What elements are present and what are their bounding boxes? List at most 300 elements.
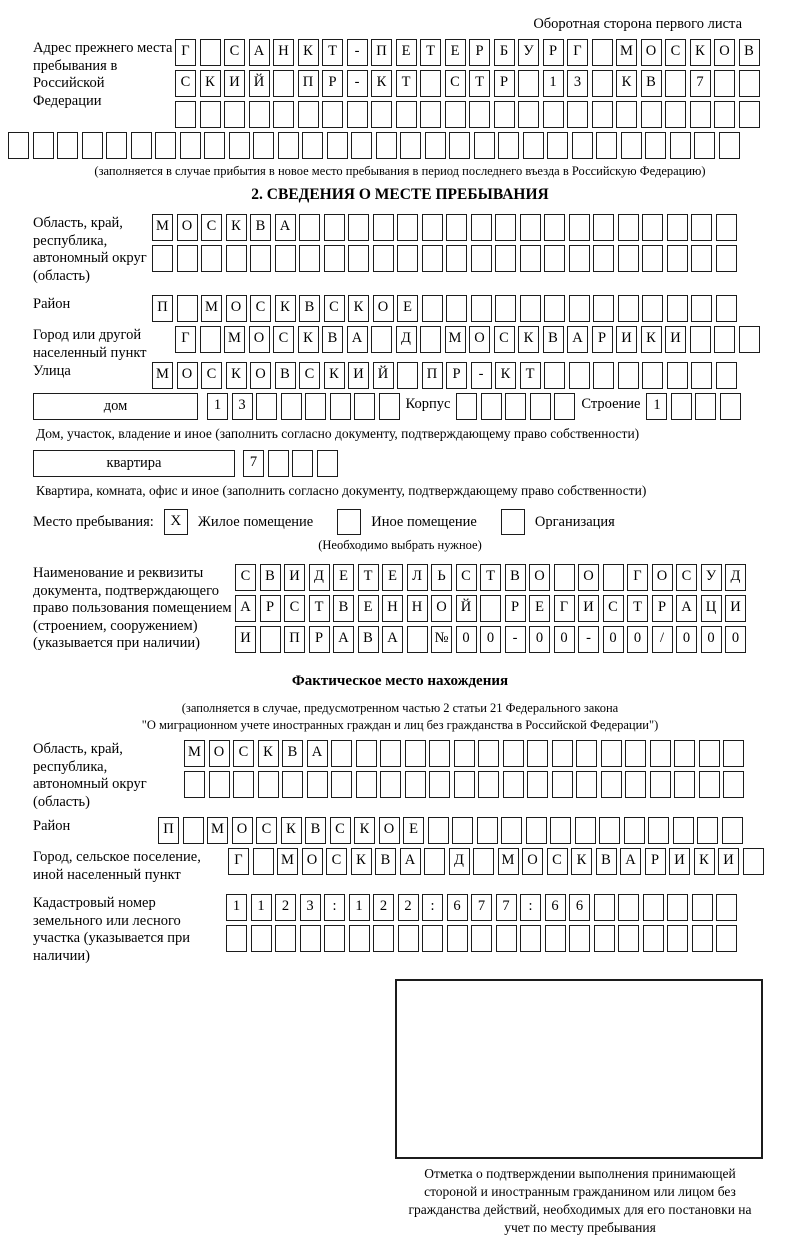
char-cell[interactable]: [260, 626, 281, 653]
char-cell[interactable]: №: [431, 626, 452, 653]
char-cell[interactable]: [618, 894, 639, 921]
char-cell[interactable]: [572, 132, 593, 159]
char-cell[interactable]: [474, 132, 495, 159]
char-cell[interactable]: [331, 740, 352, 767]
char-cell[interactable]: /: [652, 626, 673, 653]
char-cell[interactable]: [501, 817, 522, 844]
char-cell[interactable]: О: [379, 817, 400, 844]
char-cell[interactable]: [268, 450, 289, 477]
char-cell[interactable]: [397, 362, 418, 389]
char-cell[interactable]: 1: [349, 894, 370, 921]
char-cell[interactable]: [496, 925, 517, 952]
char-cell[interactable]: 7: [690, 70, 711, 97]
char-cell[interactable]: 2: [373, 894, 394, 921]
char-cell[interactable]: О: [714, 39, 735, 66]
char-cell[interactable]: [480, 595, 501, 622]
char-cell[interactable]: Е: [397, 295, 418, 322]
char-cell[interactable]: [569, 245, 590, 272]
char-cell[interactable]: [739, 326, 760, 353]
char-cell[interactable]: К: [690, 39, 711, 66]
char-cell[interactable]: Т: [480, 564, 501, 591]
char-cell[interactable]: [371, 101, 392, 128]
char-cell[interactable]: О: [226, 295, 247, 322]
char-cell[interactable]: [200, 101, 221, 128]
char-cell[interactable]: Б: [494, 39, 515, 66]
char-cell[interactable]: [552, 771, 573, 798]
char-cell[interactable]: [471, 245, 492, 272]
char-cell[interactable]: [331, 771, 352, 798]
char-cell[interactable]: [397, 245, 418, 272]
char-cell[interactable]: Й: [456, 595, 477, 622]
char-cell[interactable]: [322, 101, 343, 128]
char-cell[interactable]: [454, 771, 475, 798]
char-cell[interactable]: Т: [309, 595, 330, 622]
char-cell[interactable]: В: [333, 595, 354, 622]
char-cell[interactable]: -: [347, 70, 368, 97]
char-cell[interactable]: [694, 132, 715, 159]
char-cell[interactable]: [692, 925, 713, 952]
char-cell[interactable]: [324, 245, 345, 272]
char-cell[interactable]: И: [284, 564, 305, 591]
char-cell[interactable]: К: [518, 326, 539, 353]
char-cell[interactable]: М: [152, 214, 173, 241]
char-cell[interactable]: [673, 817, 694, 844]
char-cell[interactable]: П: [284, 626, 305, 653]
char-cell[interactable]: 3: [300, 894, 321, 921]
char-cell[interactable]: Й: [249, 70, 270, 97]
char-cell[interactable]: Е: [529, 595, 550, 622]
char-cell[interactable]: Е: [333, 564, 354, 591]
char-cell[interactable]: С: [224, 39, 245, 66]
char-cell[interactable]: Г: [627, 564, 648, 591]
char-cell[interactable]: [445, 101, 466, 128]
char-cell[interactable]: Т: [627, 595, 648, 622]
char-cell[interactable]: [253, 848, 274, 875]
char-cell[interactable]: [348, 245, 369, 272]
char-cell[interactable]: [692, 894, 713, 921]
char-cell[interactable]: [618, 245, 639, 272]
char-cell[interactable]: [642, 362, 663, 389]
char-cell[interactable]: К: [200, 70, 221, 97]
char-cell[interactable]: 6: [545, 894, 566, 921]
char-cell[interactable]: [273, 70, 294, 97]
char-cell[interactable]: П: [298, 70, 319, 97]
char-cell[interactable]: [576, 771, 597, 798]
char-cell[interactable]: [371, 326, 392, 353]
char-cell[interactable]: [251, 925, 272, 952]
char-cell[interactable]: [307, 771, 328, 798]
char-cell[interactable]: Д: [449, 848, 470, 875]
char-cell[interactable]: Т: [520, 362, 541, 389]
char-cell[interactable]: [456, 393, 477, 420]
char-cell[interactable]: [407, 626, 428, 653]
char-cell[interactable]: [547, 132, 568, 159]
char-cell[interactable]: [593, 362, 614, 389]
char-cell[interactable]: [302, 132, 323, 159]
char-cell[interactable]: 6: [447, 894, 468, 921]
char-cell[interactable]: В: [543, 326, 564, 353]
char-cell[interactable]: [667, 362, 688, 389]
char-cell[interactable]: [420, 326, 441, 353]
char-cell[interactable]: Т: [469, 70, 490, 97]
char-cell[interactable]: [446, 245, 467, 272]
char-cell[interactable]: [618, 295, 639, 322]
char-cell[interactable]: И: [669, 848, 690, 875]
char-cell[interactable]: [650, 771, 671, 798]
char-cell[interactable]: Г: [175, 326, 196, 353]
char-cell[interactable]: [719, 132, 740, 159]
char-cell[interactable]: М: [184, 740, 205, 767]
char-cell[interactable]: Р: [592, 326, 613, 353]
checkbox-inoe[interactable]: [337, 509, 361, 535]
char-cell[interactable]: [155, 132, 176, 159]
char-cell[interactable]: Е: [396, 39, 417, 66]
char-cell[interactable]: 0: [603, 626, 624, 653]
char-cell[interactable]: [554, 564, 575, 591]
char-cell[interactable]: В: [250, 214, 271, 241]
char-cell[interactable]: [420, 70, 441, 97]
char-cell[interactable]: [527, 771, 548, 798]
char-cell[interactable]: [317, 450, 338, 477]
char-cell[interactable]: [594, 894, 615, 921]
char-cell[interactable]: С: [324, 295, 345, 322]
char-cell[interactable]: А: [235, 595, 256, 622]
char-cell[interactable]: Г: [228, 848, 249, 875]
char-cell[interactable]: К: [371, 70, 392, 97]
char-cell[interactable]: [594, 925, 615, 952]
char-cell[interactable]: Н: [273, 39, 294, 66]
char-cell[interactable]: Р: [494, 70, 515, 97]
char-cell[interactable]: К: [348, 295, 369, 322]
char-cell[interactable]: 0: [676, 626, 697, 653]
char-cell[interactable]: И: [235, 626, 256, 653]
char-cell[interactable]: [716, 894, 737, 921]
char-cell[interactable]: [552, 740, 573, 767]
char-cell[interactable]: Т: [358, 564, 379, 591]
char-cell[interactable]: [494, 101, 515, 128]
char-cell[interactable]: М: [201, 295, 222, 322]
char-cell[interactable]: В: [358, 626, 379, 653]
char-cell[interactable]: К: [354, 817, 375, 844]
char-cell[interactable]: 0: [456, 626, 477, 653]
char-cell[interactable]: [593, 295, 614, 322]
char-cell[interactable]: Е: [403, 817, 424, 844]
char-cell[interactable]: С: [250, 295, 271, 322]
char-cell[interactable]: [422, 214, 443, 241]
char-cell[interactable]: [714, 101, 735, 128]
char-cell[interactable]: [347, 101, 368, 128]
char-cell[interactable]: В: [596, 848, 617, 875]
char-cell[interactable]: [200, 39, 221, 66]
char-cell[interactable]: Г: [175, 39, 196, 66]
char-cell[interactable]: [57, 132, 78, 159]
char-cell[interactable]: [354, 393, 375, 420]
char-cell[interactable]: [596, 132, 617, 159]
char-cell[interactable]: [569, 295, 590, 322]
char-cell[interactable]: К: [226, 214, 247, 241]
char-cell[interactable]: [478, 771, 499, 798]
char-cell[interactable]: Р: [309, 626, 330, 653]
char-cell[interactable]: [739, 70, 760, 97]
char-cell[interactable]: [324, 925, 345, 952]
char-cell[interactable]: [716, 925, 737, 952]
char-cell[interactable]: [397, 214, 418, 241]
char-cell[interactable]: [616, 101, 637, 128]
char-cell[interactable]: [714, 70, 735, 97]
char-cell[interactable]: С: [273, 326, 294, 353]
char-cell[interactable]: Л: [407, 564, 428, 591]
char-cell[interactable]: [569, 925, 590, 952]
char-cell[interactable]: 2: [398, 894, 419, 921]
char-cell[interactable]: [697, 817, 718, 844]
char-cell[interactable]: К: [571, 848, 592, 875]
char-cell[interactable]: [691, 295, 712, 322]
char-cell[interactable]: [428, 817, 449, 844]
char-cell[interactable]: [641, 101, 662, 128]
char-cell[interactable]: Р: [645, 848, 666, 875]
char-cell[interactable]: П: [371, 39, 392, 66]
char-cell[interactable]: [256, 393, 277, 420]
char-cell[interactable]: [601, 771, 622, 798]
char-cell[interactable]: Р: [446, 362, 467, 389]
char-cell[interactable]: Д: [725, 564, 746, 591]
char-cell[interactable]: [380, 771, 401, 798]
char-cell[interactable]: К: [281, 817, 302, 844]
char-cell[interactable]: А: [620, 848, 641, 875]
char-cell[interactable]: [544, 295, 565, 322]
char-cell[interactable]: С: [676, 564, 697, 591]
char-cell[interactable]: [665, 101, 686, 128]
char-cell[interactable]: [477, 817, 498, 844]
char-cell[interactable]: [422, 295, 443, 322]
char-cell[interactable]: [373, 245, 394, 272]
char-cell[interactable]: [8, 132, 29, 159]
char-cell[interactable]: Д: [396, 326, 417, 353]
char-cell[interactable]: В: [322, 326, 343, 353]
char-cell[interactable]: [543, 101, 564, 128]
char-cell[interactable]: [716, 245, 737, 272]
char-cell[interactable]: [618, 362, 639, 389]
char-cell[interactable]: [183, 817, 204, 844]
char-cell[interactable]: [33, 132, 54, 159]
char-cell[interactable]: К: [694, 848, 715, 875]
char-cell[interactable]: Р: [543, 39, 564, 66]
char-cell[interactable]: [503, 771, 524, 798]
char-cell[interactable]: [379, 393, 400, 420]
char-cell[interactable]: Р: [322, 70, 343, 97]
char-cell[interactable]: [720, 393, 741, 420]
char-cell[interactable]: С: [445, 70, 466, 97]
char-cell[interactable]: [599, 817, 620, 844]
char-cell[interactable]: Н: [407, 595, 428, 622]
char-cell[interactable]: В: [505, 564, 526, 591]
char-cell[interactable]: С: [175, 70, 196, 97]
char-cell[interactable]: С: [235, 564, 256, 591]
char-cell[interactable]: [691, 245, 712, 272]
char-cell[interactable]: 3: [232, 393, 253, 420]
char-cell[interactable]: [670, 132, 691, 159]
char-cell[interactable]: 1: [226, 894, 247, 921]
char-cell[interactable]: Т: [396, 70, 417, 97]
char-cell[interactable]: [520, 214, 541, 241]
char-cell[interactable]: 7: [243, 450, 264, 477]
char-cell[interactable]: [569, 362, 590, 389]
char-cell[interactable]: [449, 132, 470, 159]
dom-box[interactable]: дом: [33, 393, 198, 420]
char-cell[interactable]: К: [616, 70, 637, 97]
char-cell[interactable]: О: [469, 326, 490, 353]
char-cell[interactable]: И: [616, 326, 637, 353]
char-cell[interactable]: [233, 771, 254, 798]
char-cell[interactable]: [82, 132, 103, 159]
char-cell[interactable]: [420, 101, 441, 128]
char-cell[interactable]: И: [578, 595, 599, 622]
char-cell[interactable]: [642, 214, 663, 241]
char-cell[interactable]: О: [529, 564, 550, 591]
char-cell[interactable]: [648, 817, 669, 844]
char-cell[interactable]: [473, 848, 494, 875]
char-cell[interactable]: [275, 245, 296, 272]
char-cell[interactable]: [518, 101, 539, 128]
char-cell[interactable]: И: [665, 326, 686, 353]
char-cell[interactable]: [422, 245, 443, 272]
char-cell[interactable]: [300, 925, 321, 952]
char-cell[interactable]: А: [249, 39, 270, 66]
char-cell[interactable]: [226, 925, 247, 952]
char-cell[interactable]: [376, 132, 397, 159]
char-cell[interactable]: [667, 925, 688, 952]
char-cell[interactable]: [690, 101, 711, 128]
char-cell[interactable]: [523, 132, 544, 159]
char-cell[interactable]: [520, 245, 541, 272]
char-cell[interactable]: С: [547, 848, 568, 875]
char-cell[interactable]: В: [739, 39, 760, 66]
char-cell[interactable]: [544, 214, 565, 241]
kvartira-box[interactable]: квартира: [33, 450, 235, 477]
char-cell[interactable]: [601, 740, 622, 767]
char-cell[interactable]: [422, 925, 443, 952]
char-cell[interactable]: [471, 295, 492, 322]
char-cell[interactable]: К: [226, 362, 247, 389]
char-cell[interactable]: Д: [309, 564, 330, 591]
char-cell[interactable]: К: [258, 740, 279, 767]
char-cell[interactable]: [643, 925, 664, 952]
char-cell[interactable]: [253, 132, 274, 159]
char-cell[interactable]: [667, 214, 688, 241]
char-cell[interactable]: :: [422, 894, 443, 921]
char-cell[interactable]: [454, 740, 475, 767]
char-cell[interactable]: [739, 101, 760, 128]
char-cell[interactable]: С: [456, 564, 477, 591]
char-cell[interactable]: С: [330, 817, 351, 844]
char-cell[interactable]: [348, 214, 369, 241]
char-cell[interactable]: :: [520, 894, 541, 921]
char-cell[interactable]: О: [641, 39, 662, 66]
char-cell[interactable]: [527, 740, 548, 767]
char-cell[interactable]: [330, 393, 351, 420]
char-cell[interactable]: [645, 132, 666, 159]
char-cell[interactable]: В: [375, 848, 396, 875]
char-cell[interactable]: [495, 214, 516, 241]
char-cell[interactable]: [469, 101, 490, 128]
char-cell[interactable]: [282, 771, 303, 798]
char-cell[interactable]: :: [324, 894, 345, 921]
char-cell[interactable]: [593, 214, 614, 241]
char-cell[interactable]: [298, 101, 319, 128]
char-cell[interactable]: С: [494, 326, 515, 353]
char-cell[interactable]: [209, 771, 230, 798]
char-cell[interactable]: [429, 740, 450, 767]
checkbox-org[interactable]: [501, 509, 525, 535]
char-cell[interactable]: [643, 894, 664, 921]
char-cell[interactable]: [131, 132, 152, 159]
char-cell[interactable]: [481, 393, 502, 420]
char-cell[interactable]: С: [284, 595, 305, 622]
char-cell[interactable]: [592, 39, 613, 66]
char-cell[interactable]: [544, 362, 565, 389]
char-cell[interactable]: И: [725, 595, 746, 622]
char-cell[interactable]: А: [400, 848, 421, 875]
char-cell[interactable]: О: [209, 740, 230, 767]
char-cell[interactable]: С: [201, 362, 222, 389]
char-cell[interactable]: [180, 132, 201, 159]
char-cell[interactable]: О: [250, 362, 271, 389]
char-cell[interactable]: 0: [725, 626, 746, 653]
char-cell[interactable]: [530, 393, 551, 420]
char-cell[interactable]: [642, 295, 663, 322]
char-cell[interactable]: [723, 771, 744, 798]
char-cell[interactable]: Е: [445, 39, 466, 66]
char-cell[interactable]: [327, 132, 348, 159]
char-cell[interactable]: [544, 245, 565, 272]
char-cell[interactable]: [184, 771, 205, 798]
char-cell[interactable]: [405, 740, 426, 767]
char-cell[interactable]: М: [277, 848, 298, 875]
char-cell[interactable]: [576, 740, 597, 767]
char-cell[interactable]: [351, 132, 372, 159]
char-cell[interactable]: 1: [251, 894, 272, 921]
char-cell[interactable]: Н: [382, 595, 403, 622]
char-cell[interactable]: 0: [627, 626, 648, 653]
char-cell[interactable]: С: [201, 214, 222, 241]
char-cell[interactable]: [650, 740, 671, 767]
char-cell[interactable]: [250, 245, 271, 272]
char-cell[interactable]: К: [298, 39, 319, 66]
char-cell[interactable]: И: [224, 70, 245, 97]
char-cell[interactable]: [667, 295, 688, 322]
char-cell[interactable]: [505, 393, 526, 420]
char-cell[interactable]: [625, 740, 646, 767]
checkbox-zhiloe[interactable]: X: [164, 509, 188, 535]
char-cell[interactable]: [299, 214, 320, 241]
char-cell[interactable]: [593, 245, 614, 272]
char-cell[interactable]: [569, 214, 590, 241]
char-cell[interactable]: [503, 740, 524, 767]
char-cell[interactable]: [545, 925, 566, 952]
char-cell[interactable]: [400, 132, 421, 159]
char-cell[interactable]: [498, 132, 519, 159]
char-cell[interactable]: [471, 214, 492, 241]
char-cell[interactable]: [425, 132, 446, 159]
char-cell[interactable]: В: [299, 295, 320, 322]
char-cell[interactable]: [618, 925, 639, 952]
char-cell[interactable]: [273, 101, 294, 128]
char-cell[interactable]: К: [351, 848, 372, 875]
char-cell[interactable]: О: [177, 362, 198, 389]
char-cell[interactable]: Т: [420, 39, 441, 66]
char-cell[interactable]: О: [249, 326, 270, 353]
char-cell[interactable]: О: [302, 848, 323, 875]
